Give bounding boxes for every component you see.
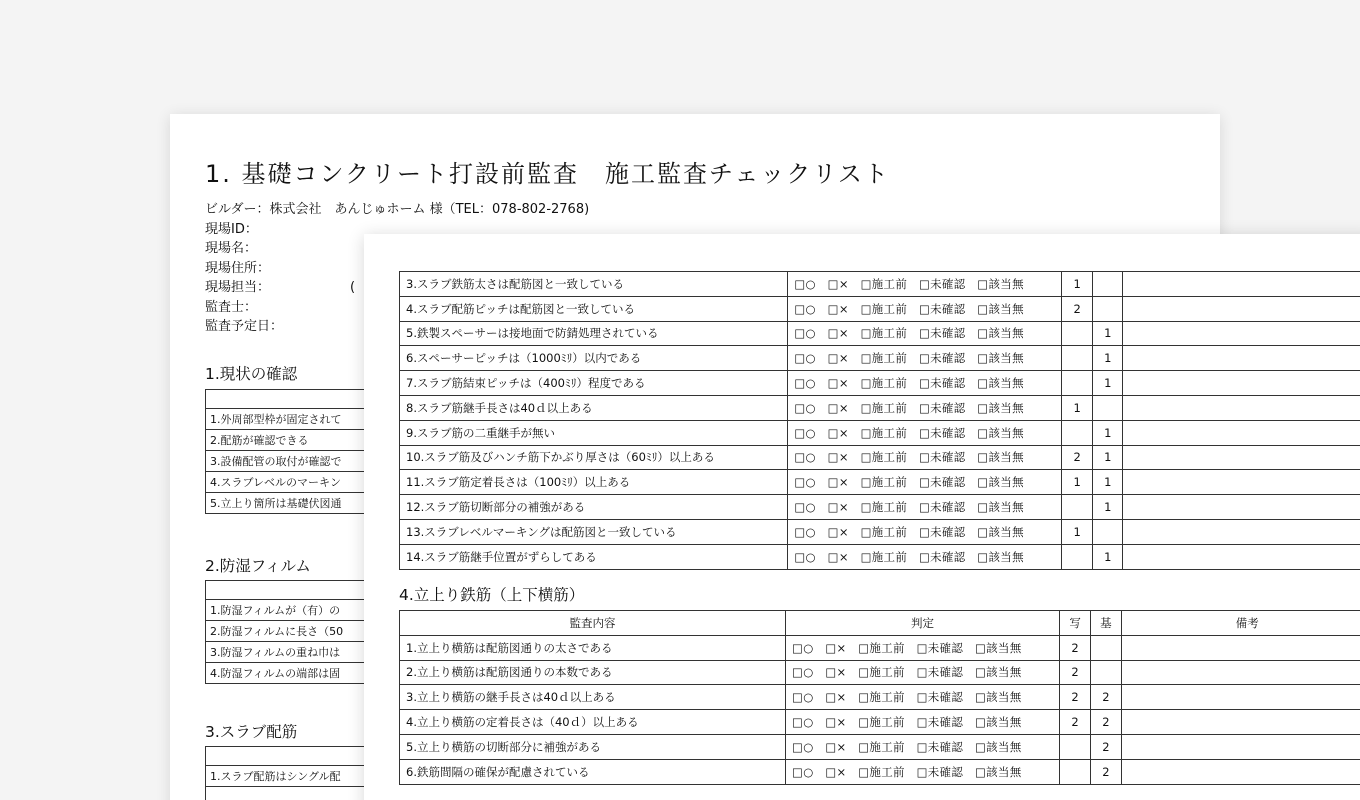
- photo-count-cell: 2: [1062, 445, 1093, 470]
- base-count-cell: 1: [1093, 420, 1123, 445]
- base-count-cell: 1: [1093, 470, 1123, 495]
- base-count-cell: 1: [1093, 346, 1123, 371]
- table-cell: 1.外周部型枠が固定されて: [206, 409, 385, 430]
- table-row: [400, 371, 1360, 396]
- item-cell: 1.立上り横筋は配筋図通りの太さである: [400, 635, 786, 660]
- judgement-options: □○ □× □施工前 □未確認 □該当無: [786, 710, 1060, 735]
- photo-count-cell: [1062, 495, 1093, 520]
- table-row: [400, 296, 1360, 321]
- table-row: [400, 445, 1360, 470]
- table-cell: 2.配筋が確認できる: [206, 430, 385, 451]
- table-row: [206, 766, 385, 787]
- table-row: [400, 272, 1360, 297]
- table-row: [400, 321, 1360, 346]
- base-count-cell: [1093, 395, 1123, 420]
- base-count-cell: 1: [1093, 544, 1123, 569]
- photo-count-cell: [1062, 544, 1093, 569]
- section-heading-vertical-rebar: 4.立上り鉄筋（上下横筋）: [399, 586, 585, 604]
- table-cell: 5.立上り箇所は基礎伏図通: [206, 493, 385, 514]
- judgement-options: □○ □× □施工前 □未確認 □該当無: [788, 321, 1062, 346]
- header-photo: 写: [1059, 611, 1090, 636]
- photo-count-cell: 1: [1062, 395, 1093, 420]
- manager-label: 現場担当：: [205, 280, 271, 295]
- table-row: [400, 395, 1360, 420]
- judgement-options: □○ □× □施工前 □未確認 □該当無: [788, 519, 1062, 544]
- base-count-cell: 1: [1093, 371, 1123, 396]
- remarks-cell: [1123, 296, 1360, 321]
- section-heading-slab-rebar: 3.スラブ配筋: [205, 723, 298, 741]
- item-cell: 3.立上り横筋の継手長さは40ｄ以上ある: [400, 685, 786, 710]
- address-label: 現場住所：: [205, 260, 271, 276]
- remarks-cell: [1121, 660, 1360, 685]
- remarks-cell: [1121, 685, 1360, 710]
- item-cell: 7.スラブ筋結束ピッチは（400ﾐﾘ）程度である: [400, 371, 788, 396]
- table-row: [400, 544, 1360, 569]
- item-cell: 5.立上り横筋の切断部分に補強がある: [400, 734, 786, 759]
- judgement-options: □○ □× □施工前 □未確認 □該当無: [788, 445, 1062, 470]
- judgement-options: □○ □× □施工前 □未確認 □該当無: [788, 470, 1062, 495]
- item-cell: 6.スペーサーピッチは（1000ﾐﾘ）以内である: [400, 346, 788, 371]
- judgement-options: □○ □× □施工前 □未確認 □該当無: [788, 272, 1062, 297]
- table-row: [206, 600, 385, 621]
- table-row: [400, 710, 1360, 735]
- table-row: [400, 660, 1360, 685]
- base-count-cell: 2: [1091, 710, 1121, 735]
- photo-count-cell: [1059, 734, 1090, 759]
- remarks-cell: [1123, 371, 1360, 396]
- judgement-options: □○ □× □施工前 □未確認 □該当無: [788, 296, 1062, 321]
- table-slab-rebar: [399, 271, 1360, 570]
- table-cell: 4.スラブレベルのマーキン: [206, 472, 385, 493]
- photo-count-cell: [1062, 346, 1093, 371]
- table-row: [206, 430, 385, 451]
- table-header-row: [206, 747, 385, 766]
- table-header-cell: [206, 747, 385, 766]
- table-current-state: [205, 389, 385, 514]
- table-cell: [206, 787, 385, 800]
- table-cell: 3.防湿フィルムの重ね巾は: [206, 642, 385, 663]
- table-row: [400, 519, 1360, 544]
- photo-count-cell: 1: [1062, 470, 1093, 495]
- table-row: [206, 409, 385, 430]
- item-cell: 13.スラブレベルマーキングは配筋図と一致している: [400, 519, 788, 544]
- slab-rebar-rows: [400, 272, 1360, 570]
- table-header-row: [400, 611, 1360, 636]
- base-count-cell: 1: [1093, 495, 1123, 520]
- auditor-label: 監査士：: [205, 299, 258, 315]
- item-cell: 11.スラブ筋定着長さは（100ﾐﾘ）以上ある: [400, 470, 788, 495]
- audit-date-label: 監査予定日：: [205, 319, 284, 334]
- item-cell: 10.スラブ筋及びハンチ筋下かぶり厚さは（60ﾐﾘ）以上ある: [400, 445, 788, 470]
- section-heading-current-state: 1.現状の確認: [205, 365, 298, 383]
- remarks-cell: [1123, 519, 1360, 544]
- manager-value: (: [350, 280, 356, 295]
- builder-line: ビルダー：株式会社 あんじゅホーム 様（TEL：078-802-2768): [205, 202, 590, 217]
- header-base: 基: [1091, 611, 1121, 636]
- header-content: 監査内容: [400, 611, 786, 636]
- remarks-cell: [1123, 420, 1360, 445]
- table-cell: 1.スラブ配筋はシングル配: [206, 766, 385, 787]
- judgement-options: □○ □× □施工前 □未確認 □該当無: [786, 660, 1060, 685]
- table-row: [206, 787, 385, 800]
- item-cell: 14.スラブ筋継手位置がずらしてある: [400, 544, 788, 569]
- table-row: [206, 663, 385, 684]
- table-header-row: [206, 390, 385, 409]
- judgement-options: □○ □× □施工前 □未確認 □該当無: [788, 544, 1062, 569]
- item-cell: 4.立上り横筋の定着長さは（40ｄ）以上ある: [400, 710, 786, 735]
- remarks-cell: [1123, 544, 1360, 569]
- section-heading-moisture-film: 2.防湿フィルム: [205, 557, 311, 575]
- base-count-cell: [1091, 660, 1121, 685]
- table-row: [206, 621, 385, 642]
- item-cell: 9.スラブ筋の二重継手が無い: [400, 420, 788, 445]
- judgement-options: □○ □× □施工前 □未確認 □該当無: [788, 346, 1062, 371]
- table-row: [206, 642, 385, 663]
- table-cell: 2.防湿フィルムに長さ（50: [206, 621, 385, 642]
- photo-count-cell: [1059, 759, 1090, 784]
- judgement-options: □○ □× □施工前 □未確認 □該当無: [786, 685, 1060, 710]
- table-row: [400, 346, 1360, 371]
- table-moisture-film: [205, 580, 385, 684]
- table-row: [400, 495, 1360, 520]
- item-cell: 3.スラブ鉄筋太さは配筋図と一致している: [400, 272, 788, 297]
- base-count-cell: 1: [1093, 445, 1123, 470]
- base-count-cell: 2: [1091, 734, 1121, 759]
- judgement-options: □○ □× □施工前 □未確認 □該当無: [786, 759, 1060, 784]
- judgement-options: □○ □× □施工前 □未確認 □該当無: [788, 371, 1062, 396]
- table-row: [400, 470, 1360, 495]
- remarks-cell: [1121, 635, 1360, 660]
- table-cell: 1.防湿フィルムが（有）の: [206, 600, 385, 621]
- base-count-cell: [1093, 296, 1123, 321]
- header-judgement: 判定: [786, 611, 1060, 636]
- table-row: [206, 451, 385, 472]
- remarks-cell: [1121, 759, 1360, 784]
- base-count-cell: [1091, 635, 1121, 660]
- table-row: [400, 635, 1360, 660]
- table-row: [400, 685, 1360, 710]
- site-id-label: 現場ID：: [205, 221, 258, 237]
- table-cell: 4.防湿フィルムの端部は固: [206, 663, 385, 684]
- item-cell: 5.鉄製スペーサーは接地面で防錆処理されている: [400, 321, 788, 346]
- table-slab-rebar-back: [205, 746, 385, 800]
- judgement-options: □○ □× □施工前 □未確認 □該当無: [788, 395, 1062, 420]
- photo-count-cell: 1: [1062, 519, 1093, 544]
- base-count-cell: [1093, 519, 1123, 544]
- photo-count-cell: 2: [1059, 710, 1090, 735]
- table-row: [400, 759, 1360, 784]
- remarks-cell: [1123, 321, 1360, 346]
- remarks-cell: [1123, 445, 1360, 470]
- photo-count-cell: 2: [1062, 296, 1093, 321]
- judgement-options: □○ □× □施工前 □未確認 □該当無: [788, 420, 1062, 445]
- remarks-cell: [1123, 395, 1360, 420]
- table-vertical-rebar: [399, 610, 1360, 785]
- base-count-cell: 2: [1091, 685, 1121, 710]
- item-cell: 4.スラブ配筋ピッチは配筋図と一致している: [400, 296, 788, 321]
- remarks-cell: [1121, 710, 1360, 735]
- checklist-page-front: [364, 234, 1360, 800]
- base-count-cell: [1093, 272, 1123, 297]
- judgement-options: □○ □× □施工前 □未確認 □該当無: [786, 734, 1060, 759]
- table-row: [206, 472, 385, 493]
- item-cell: 2.立上り横筋は配筋図通りの本数である: [400, 660, 786, 685]
- judgement-options: □○ □× □施工前 □未確認 □該当無: [786, 635, 1060, 660]
- document-title: 1. 基礎コンクリート打設前監査 施工監査チェックリスト: [205, 160, 890, 188]
- remarks-cell: [1123, 272, 1360, 297]
- header-remarks: 備考: [1121, 611, 1360, 636]
- table-header-row: [206, 581, 385, 600]
- table-row: [400, 420, 1360, 445]
- base-count-cell: 2: [1091, 759, 1121, 784]
- table-row: [400, 734, 1360, 759]
- photo-count-cell: 2: [1059, 635, 1090, 660]
- photo-count-cell: [1062, 321, 1093, 346]
- table-row: [206, 493, 385, 514]
- table-header-cell: [206, 581, 385, 600]
- judgement-options: □○ □× □施工前 □未確認 □該当無: [788, 495, 1062, 520]
- photo-count-cell: 2: [1059, 685, 1090, 710]
- base-count-cell: 1: [1093, 321, 1123, 346]
- remarks-cell: [1123, 470, 1360, 495]
- remarks-cell: [1121, 734, 1360, 759]
- remarks-cell: [1123, 346, 1360, 371]
- table-cell: 3.設備配管の取付が確認で: [206, 451, 385, 472]
- item-cell: 6.鉄筋間隔の確保が配慮されている: [400, 759, 786, 784]
- remarks-cell: [1123, 495, 1360, 520]
- item-cell: 8.スラブ筋継手長さは40ｄ以上ある: [400, 395, 788, 420]
- table-header-cell: [206, 390, 385, 409]
- photo-count-cell: 2: [1059, 660, 1090, 685]
- vertical-rebar-rows: [400, 611, 1360, 785]
- photo-count-cell: [1062, 371, 1093, 396]
- site-name-label: 現場名：: [205, 241, 258, 256]
- photo-count-cell: [1062, 420, 1093, 445]
- photo-count-cell: 1: [1062, 272, 1093, 297]
- item-cell: 12.スラブ筋切断部分の補強がある: [400, 495, 788, 520]
